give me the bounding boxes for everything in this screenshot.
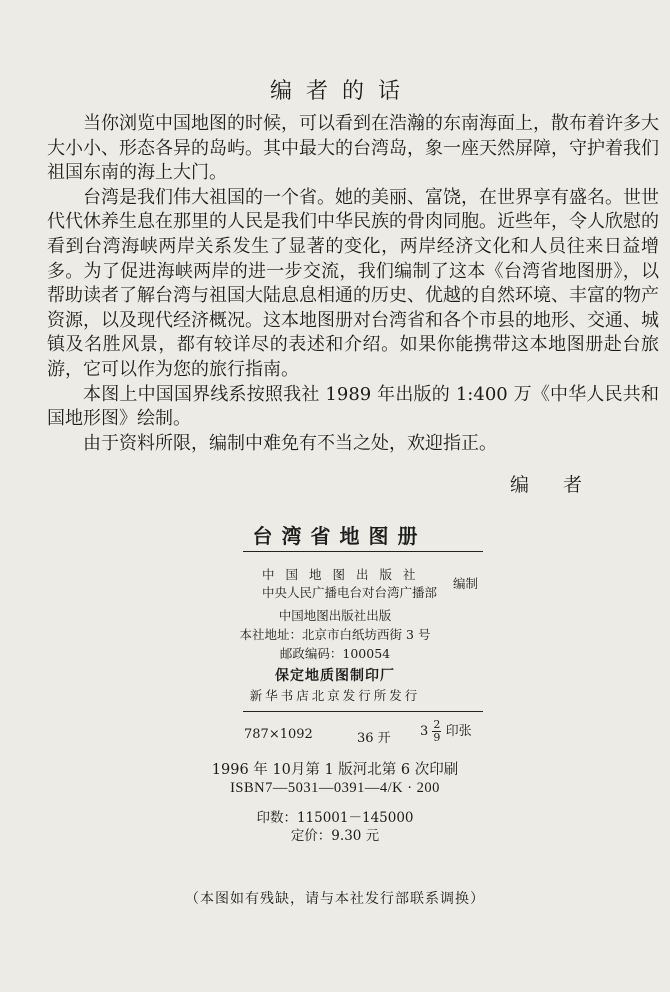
preface-signature: 编者 [510,474,617,496]
isbn-line: ISBN7—5031—0391—4/K · 200 [230,780,440,796]
kai-spec: 36 开 [357,731,391,746]
replacement-notice: （本图如有残缺，请与本社发行部联系调换） [185,891,485,907]
compile-label: 编制 [453,576,479,591]
sheets-denominator: 9 [433,731,441,744]
preface-paragraph: 由于资料所限，编制中难免有不当之处，欢迎指正。 [83,432,497,454]
preface-paragraph: 本图上中国国界线系按照我社 1989 年出版的 1:400 万《中华人民共和国地形图》绘制。 [47,383,659,430]
print-run-line: 印数：115001－145000 [256,810,414,826]
edition-line: 1996 年 10月第 1 版河北第 6 次印刷 [211,762,459,778]
compiler-2: 中央人民广播电台对台湾广播部 [262,584,438,600]
preface-paragraph: 当你浏览中国地图的时候，可以看到在浩瀚的东南海面上，散布着许多大大小小、形态各异的岛屿。其中最大的台湾岛，象一座天然屏障，守护着我们祖国东南的海上大门。 [47,113,659,184]
preface-body [47,112,659,456]
publisher-line: 中国地图出版社出版 [278,608,392,623]
printer-line: 保定地质图制印厂 [275,668,395,684]
book-title: 台湾省地图册 [252,524,427,548]
format-spec: 787×1092 [244,727,313,742]
price-line: 定价：9.30 元 [290,828,380,844]
preface-title: 编者的话 [269,79,414,104]
postcode-line: 邮政编码：100054 [279,646,391,661]
compilers-block [262,566,437,601]
preface-paragraph: 台湾是我们伟大祖国的一个省。她的美丽、富饶，在世界享有盛名。世世代代休养生息在那里的人民是我们中华民族的骨肉同胞。近些年，令人欣慰的看到台湾海峡两岸关系发生了显著的变化，两岸经济文化和人员往来日益增多。为了促进海峡两岸的进一步交流，我们编制了这本《台湾省地图册》，以帮助读者了解台湾与祖国大陆息息相通的历史、优越的自然环境、丰富的物产资源，以及现代经济概况。这本地图册对台湾省和各个市县的地形、交通、城镇及名胜风景，都有较详尽的表述和介绍。如果你能携带这本地图册赴台旅游，它可以作为您的旅行指南。 [47,186,659,380]
distributor-line: 新华书店北京发行所发行 [249,688,421,703]
sheets-numerator: 2 [433,718,441,731]
address-line: 本社地址：北京市白纸坊西街 3 号 [239,627,431,642]
colophon-rule-bottom [243,711,483,712]
compiler-1: 中国地图出版社 [262,567,427,582]
sheets-unit: 印张 [445,724,472,739]
colophon-rule-top [243,551,483,552]
sheets-spec [420,719,472,744]
sheets-fraction [432,719,441,744]
sheets-whole: 3 [420,724,429,739]
